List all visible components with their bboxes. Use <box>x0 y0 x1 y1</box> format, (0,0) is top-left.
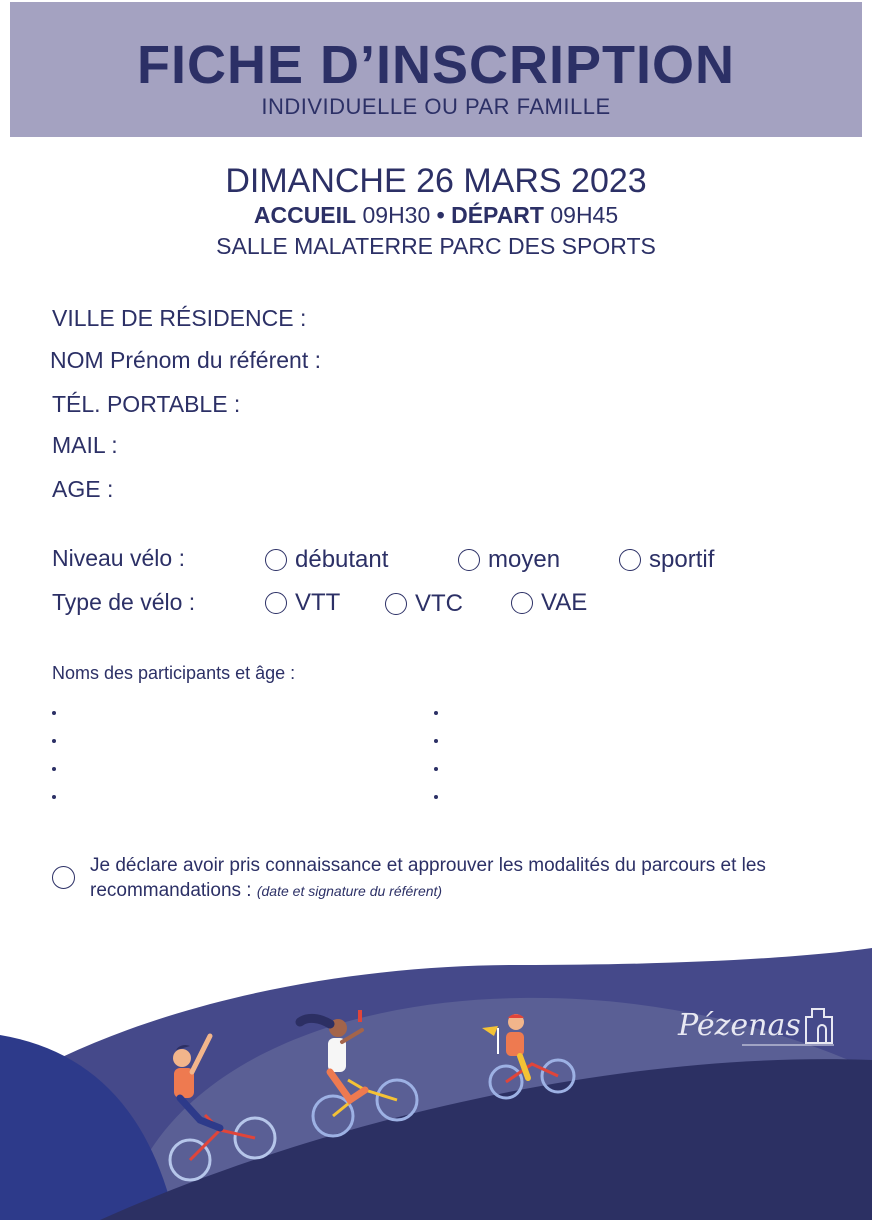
participant-bullet <box>52 739 56 743</box>
participant-bullet <box>52 795 56 799</box>
option-label: sportif <box>649 546 715 573</box>
declaration-note: (date et signature du référent) <box>256 883 443 899</box>
radio-icon[interactable] <box>511 592 533 614</box>
declaration-text <box>90 853 790 904</box>
referent-field-label: NOM Prénom du référent : <box>50 347 321 373</box>
option-label: VTT <box>295 589 341 616</box>
departure-time: 09H45 <box>550 202 619 228</box>
bike-level-label: Niveau vélo : <box>52 545 185 571</box>
bike-type-vae-option[interactable] <box>511 589 587 617</box>
participant-bullet <box>434 711 438 715</box>
option-label: VAE <box>541 589 588 616</box>
event-place: SALLE MALATERRE PARC DES SPORTS <box>216 233 656 259</box>
city-field-label: VILLE DE RÉSIDENCE : <box>52 305 307 331</box>
participant-bullet <box>434 795 438 799</box>
welcome-label: ACCUEIL <box>253 202 357 228</box>
participant-bullet <box>52 711 56 715</box>
bike-type-vtt-option[interactable] <box>265 589 340 617</box>
participant-bullet <box>434 739 438 743</box>
participant-bullet <box>52 767 56 771</box>
pezenas-logo <box>672 995 842 1065</box>
radio-icon[interactable] <box>265 549 287 571</box>
option-label: moyen <box>488 546 561 573</box>
hills-illustration <box>0 940 872 1220</box>
phone-field-label: TÉL. PORTABLE : <box>52 391 241 417</box>
declaration-checkbox[interactable] <box>52 866 75 889</box>
bike-type-vtc-option[interactable] <box>385 590 463 618</box>
page-title: FICHE D’INSCRIPTION <box>136 35 736 95</box>
logo-text: Pézenas <box>678 1008 801 1043</box>
declaration-main-text: Je déclare avoir pris connaissance et approuver les modalités du parcours et les recommandations : <box>90 855 766 901</box>
radio-icon[interactable] <box>385 593 407 615</box>
radio-icon[interactable] <box>265 592 287 614</box>
header-band <box>10 2 862 137</box>
welcome-time: 09H30 <box>362 202 431 228</box>
participant-bullet <box>434 767 438 771</box>
bike-level-sportive-option[interactable] <box>619 546 714 574</box>
event-date: DIMANCHE 26 MARS 2023 <box>225 162 647 200</box>
bike-level-beginner-option[interactable] <box>265 546 388 574</box>
radio-icon[interactable] <box>619 549 641 571</box>
event-times <box>0 202 872 229</box>
age-field-label: AGE : <box>52 476 114 502</box>
option-label: débutant <box>295 546 389 573</box>
radio-icon[interactable] <box>458 549 480 571</box>
participants-title: Noms des participants et âge : <box>52 663 296 683</box>
bike-type-label: Type de vélo : <box>52 589 196 615</box>
departure-label: DÉPART <box>451 202 544 228</box>
page-subtitle: INDIVIDUELLE OU PAR FAMILLE <box>261 94 611 119</box>
option-label: VTC <box>415 590 463 617</box>
mail-field-label: MAIL : <box>52 432 118 458</box>
bike-level-medium-option[interactable] <box>458 546 560 574</box>
times-separator: • <box>436 202 445 228</box>
